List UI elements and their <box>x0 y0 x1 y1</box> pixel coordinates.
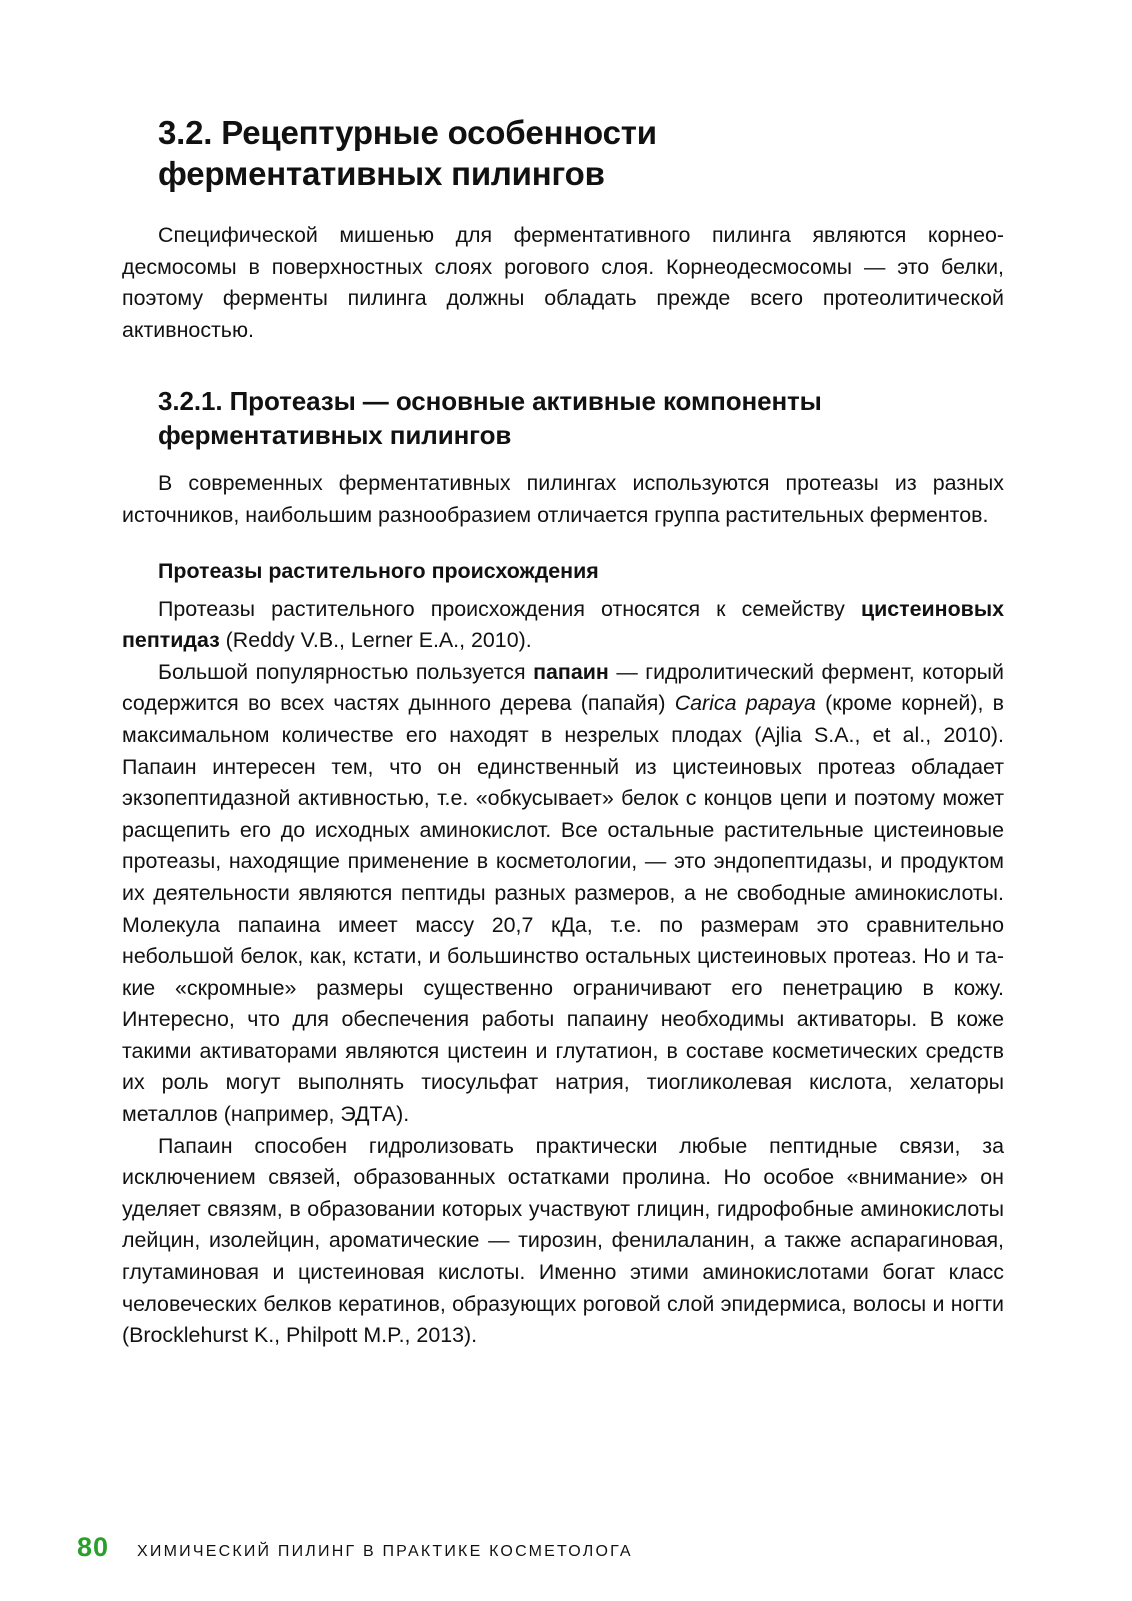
subsection-title: Протеазы растительного происхождения <box>158 558 599 583</box>
section-title-line-1: 3.2.1. Протеазы — основные активные компоненты <box>158 386 822 417</box>
paragraph-text: — гидролитический фермент, который содержится во всех частях дынного дерева (папайя) <box>122 659 1004 716</box>
paragraph-cysteine-peptidases <box>122 594 1004 657</box>
paragraph-text: (кроме корней), в максимальном количестве его находят в незрелых плодах (Ajlia S.A., et al., 2010). Папаин интересен тем, что он единственный из цистеиновых протеаз обладает экзопептидазной активностью, т.е. «обкусывает» белок с концов цепи и поэтому может расщепить его до исходных аминокислот. Все остальные растительные цистеиновые протеазы, находящие применение в косметологии, — это эндопептидазы, и продуктом их деятельности являются пептиды разных размеров, а не свободные аминокислоты. Молекула папаина имеет массу 20,7 кДа, т.е. по размерам это сравнительно небольшой белок, как, кстати, и большинство остальных цистеиновых протеаз. Но и такие «скромные» размеры существенно ограничивают его пенетрацию в кожу. Интересно, что для обеспечения работы папаину необходимы активаторы. В коже такими активаторами являются цистеин и глутатион, в составе косметических средств их роль могут выполнять тиосульфат натрия, тиогликолевая кислота, хелаторы металлов (например, ЭДТА). <box>122 691 1005 1127</box>
paragraph-text: Большой популярностью пользуется <box>158 659 534 684</box>
paragraph-papain <box>122 657 1004 1131</box>
running-title: ХИМИЧЕСКИЙ ПИЛИНГ В ПРАКТИКЕ КОСМЕТОЛОГА <box>137 1543 633 1560</box>
bold-term: папаин <box>533 659 609 684</box>
italic-species-name: Carica papaya <box>674 691 816 716</box>
chapter-title-line-1: 3.2. Рецептурные особенности <box>158 114 657 151</box>
section-title <box>158 384 1004 452</box>
page-number: 80 <box>77 1532 110 1562</box>
paragraph-papain-specificity: Папаин способен гидролизовать практически любые пептидные связи, за исключением связей, образованных остатками пролина. Но особое «внимание» он уделяет связям, в образовании которых участвуют глицин, гидрофобные аминокислоты лейцин, изолейцин, ароматические — тирозин, фенилаланин, а также аспарагиновая, глутаминовая и цистеиновая кислоты. Именно этими аминокислотами богат класс человеческих белков кератинов, образующих роговой слой эпидермиса, волосы и ногти (Brocklehurst K., Philpott M.P., 2013). <box>122 1133 1004 1348</box>
bold-term: цистеиновых пептидаз <box>122 596 1004 653</box>
paragraph-text: Протеазы растительного происхождения относятся к семейству <box>158 596 861 621</box>
section-title-line-2: ферментативных пилингов <box>158 420 512 451</box>
intro-paragraph: Специфической мишенью для ферментативного пилинга являются корнеодесмосомы в поверхностных слоях рогового слоя. Корнеодесмосомы — это белки, поэтому ферменты пилинга должны обладать прежде всего протеолитической активностью. <box>122 223 1004 342</box>
section-paragraph: В современных ферментативных пилингах используются протеазы из разных источников, наибольшим разнообразием отличается группа растительных ферментов. <box>122 471 1004 527</box>
page-content <box>122 112 1004 1352</box>
chapter-title <box>158 112 1004 194</box>
chapter-title-line-2: ферментативных пилингов <box>158 155 605 192</box>
paragraph-text: (Reddy V.B., Lerner E.A., 2010). <box>219 628 532 653</box>
page-footer <box>77 1532 633 1563</box>
